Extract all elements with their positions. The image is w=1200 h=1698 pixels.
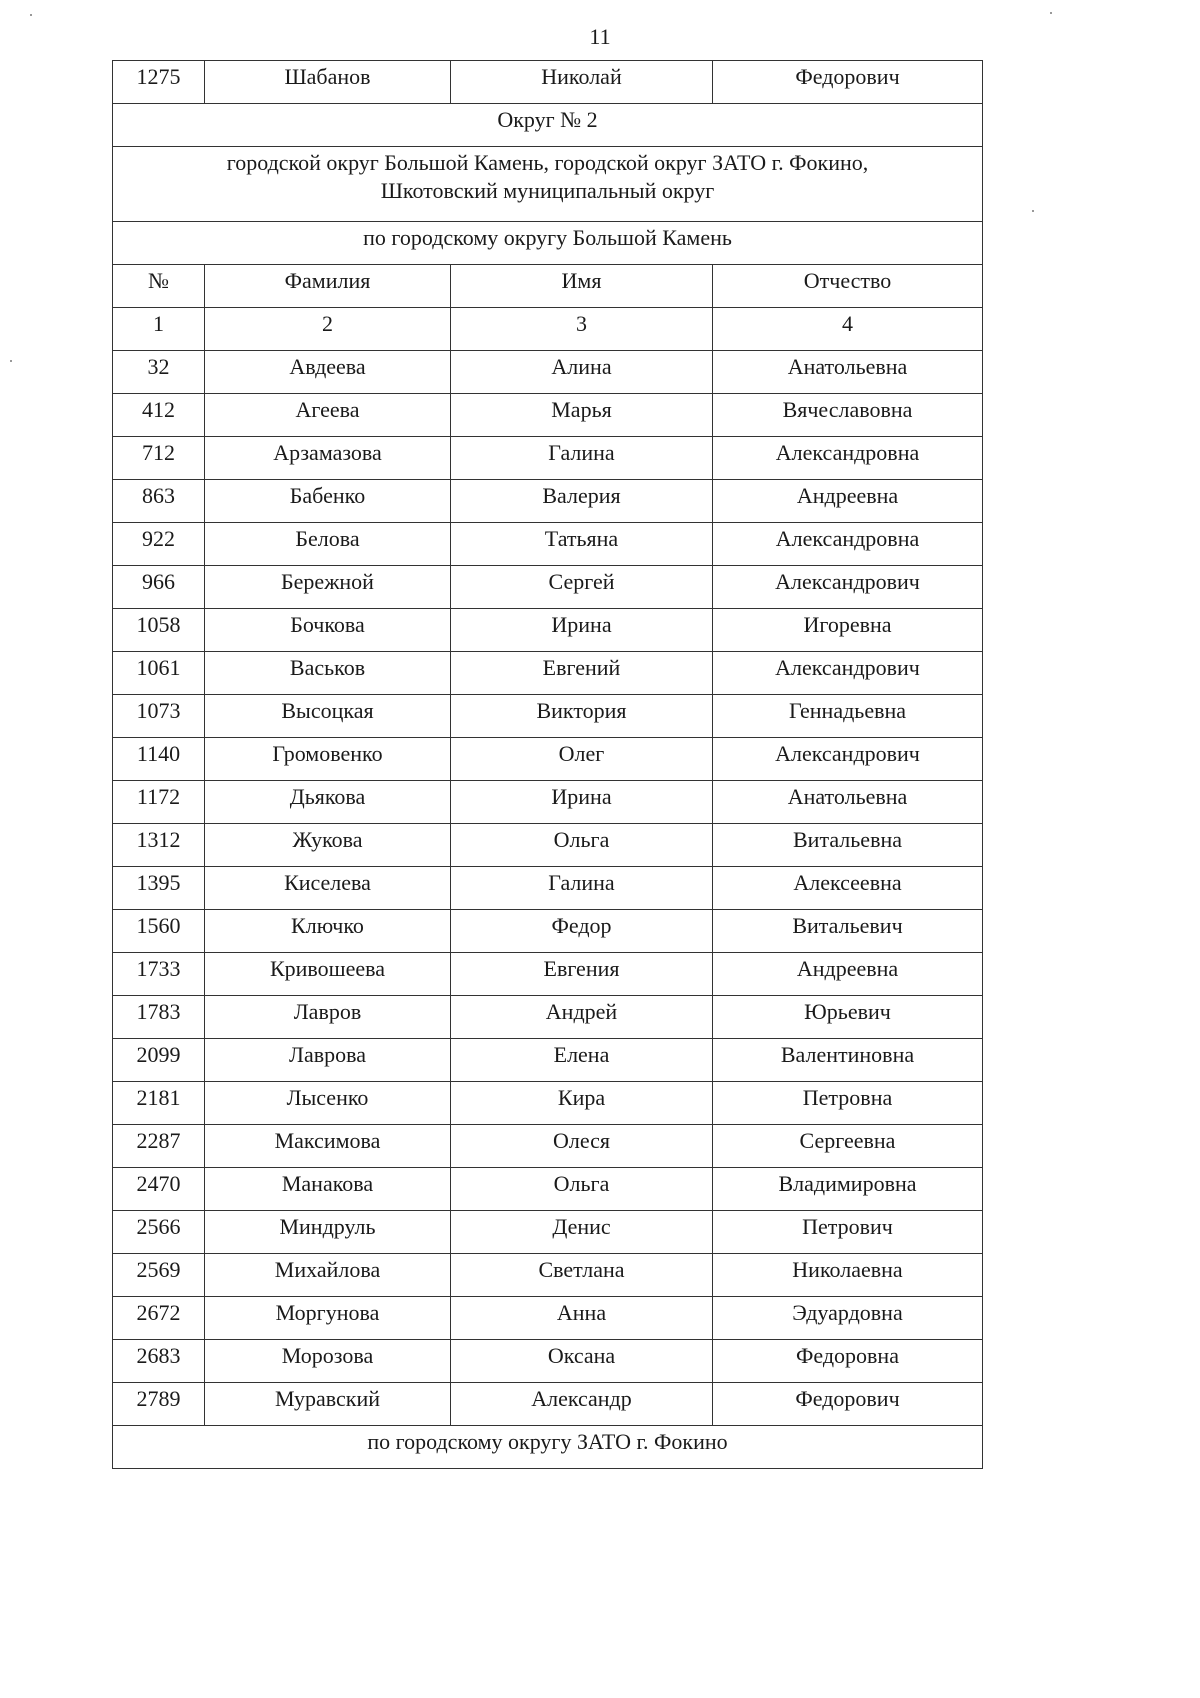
cell-name: Федор	[451, 910, 713, 953]
cell-name: Анна	[451, 1297, 713, 1340]
table-row	[113, 1297, 983, 1340]
cell-num: 863	[113, 480, 205, 523]
district-description-line1: городской округ Большой Камень, городской округ ЗАТО г. Фокино,	[226, 150, 869, 175]
table-row	[113, 480, 983, 523]
table-row	[113, 437, 983, 480]
cell-patronymic: Николаевна	[713, 1254, 983, 1297]
header-number-4: 4	[713, 308, 983, 351]
cell-num: 1073	[113, 695, 205, 738]
cell-surname: Бочкова	[205, 609, 451, 652]
header-number-2: 2	[205, 308, 451, 351]
cell-num: 1058	[113, 609, 205, 652]
cell-surname: Авдеева	[205, 351, 451, 394]
district-title: Округ № 2	[113, 104, 983, 147]
header-number-1: 1	[113, 308, 205, 351]
cell-num: 1275	[113, 61, 205, 104]
cell-name: Николай	[451, 61, 713, 104]
cell-num: 412	[113, 394, 205, 437]
cell-surname: Максимова	[205, 1125, 451, 1168]
cell-surname: Васьков	[205, 652, 451, 695]
cell-patronymic: Петрович	[713, 1211, 983, 1254]
subsection-row	[113, 1426, 983, 1469]
cell-num: 1312	[113, 824, 205, 867]
cell-name: Кира	[451, 1082, 713, 1125]
cell-num: 1172	[113, 781, 205, 824]
cell-num: 2181	[113, 1082, 205, 1125]
cell-surname: Киселева	[205, 867, 451, 910]
header-patronymic: Отчество	[713, 265, 983, 308]
cell-patronymic: Валентиновна	[713, 1039, 983, 1082]
table-row	[113, 910, 983, 953]
table-row	[113, 1082, 983, 1125]
cell-patronymic: Игоревна	[713, 609, 983, 652]
cell-patronymic: Федоровна	[713, 1340, 983, 1383]
cell-surname: Морозова	[205, 1340, 451, 1383]
header-row	[113, 265, 983, 308]
cell-name: Евгений	[451, 652, 713, 695]
scan-speck	[10, 360, 12, 362]
cell-name: Оксана	[451, 1340, 713, 1383]
cell-patronymic: Эдуардовна	[713, 1297, 983, 1340]
cell-surname: Жукова	[205, 824, 451, 867]
cell-num: 2789	[113, 1383, 205, 1426]
subsection-heading: по городскому округу ЗАТО г. Фокино	[113, 1426, 983, 1469]
cell-num: 2683	[113, 1340, 205, 1383]
cell-name: Олег	[451, 738, 713, 781]
cell-name: Ирина	[451, 781, 713, 824]
table-row	[113, 394, 983, 437]
table-row	[113, 523, 983, 566]
cell-patronymic: Александрович	[713, 738, 983, 781]
cell-patronymic: Сергеевна	[713, 1125, 983, 1168]
header-number-row	[113, 308, 983, 351]
cell-patronymic: Юрьевич	[713, 996, 983, 1039]
cell-patronymic: Андреевна	[713, 953, 983, 996]
cell-name: Татьяна	[451, 523, 713, 566]
cell-num: 2672	[113, 1297, 205, 1340]
cell-name: Олеся	[451, 1125, 713, 1168]
scan-speck	[1050, 12, 1052, 14]
cell-name: Александр	[451, 1383, 713, 1426]
cell-num: 2569	[113, 1254, 205, 1297]
table-row	[113, 738, 983, 781]
cell-patronymic: Витальевич	[713, 910, 983, 953]
cell-surname: Громовенко	[205, 738, 451, 781]
cell-surname: Дьякова	[205, 781, 451, 824]
cell-patronymic: Анатольевна	[713, 781, 983, 824]
cell-surname: Белова	[205, 523, 451, 566]
table-row	[113, 1039, 983, 1082]
cell-surname: Лавров	[205, 996, 451, 1039]
cell-name: Галина	[451, 867, 713, 910]
table-row	[113, 609, 983, 652]
table-row	[113, 1340, 983, 1383]
cell-surname: Агеева	[205, 394, 451, 437]
table-row	[113, 652, 983, 695]
table-row	[113, 1211, 983, 1254]
cell-name: Евгения	[451, 953, 713, 996]
cell-name: Ольга	[451, 824, 713, 867]
candidate-table	[112, 60, 983, 1469]
cell-name: Денис	[451, 1211, 713, 1254]
cell-surname: Миндруль	[205, 1211, 451, 1254]
cell-patronymic: Алексеевна	[713, 867, 983, 910]
cell-name: Сергей	[451, 566, 713, 609]
district-description-line2: Шкотовский муниципальный округ	[380, 178, 715, 203]
table-row	[113, 566, 983, 609]
cell-surname: Лысенко	[205, 1082, 451, 1125]
table-row	[113, 1254, 983, 1297]
table-row	[113, 781, 983, 824]
cell-num: 2287	[113, 1125, 205, 1168]
cell-num: 1733	[113, 953, 205, 996]
cell-surname: Лаврова	[205, 1039, 451, 1082]
cell-name: Ирина	[451, 609, 713, 652]
subsection-row	[113, 222, 983, 265]
cell-patronymic: Владимировна	[713, 1168, 983, 1211]
cell-patronymic: Петровна	[713, 1082, 983, 1125]
cell-surname: Бабенко	[205, 480, 451, 523]
cell-surname: Манакова	[205, 1168, 451, 1211]
cell-num: 1140	[113, 738, 205, 781]
cell-patronymic: Александрович	[713, 566, 983, 609]
cell-patronymic: Александровна	[713, 523, 983, 566]
table-row	[113, 695, 983, 738]
cell-name: Галина	[451, 437, 713, 480]
table-row	[113, 824, 983, 867]
table-row	[113, 1168, 983, 1211]
cell-num: 1061	[113, 652, 205, 695]
cell-patronymic: Андреевна	[713, 480, 983, 523]
table-row	[113, 351, 983, 394]
cell-name: Марья	[451, 394, 713, 437]
cell-patronymic: Вячеславовна	[713, 394, 983, 437]
cell-patronymic: Федорович	[713, 1383, 983, 1426]
page-number: 11	[589, 24, 611, 49]
cell-surname: Муравский	[205, 1383, 451, 1426]
cell-name: Ольга	[451, 1168, 713, 1211]
table-body	[113, 61, 983, 1469]
cell-patronymic: Федорович	[713, 61, 983, 104]
header-number-3: 3	[451, 308, 713, 351]
scan-speck	[1032, 210, 1034, 212]
cell-patronymic: Геннадьевна	[713, 695, 983, 738]
cell-patronymic: Витальевна	[713, 824, 983, 867]
cell-name: Елена	[451, 1039, 713, 1082]
cell-name: Светлана	[451, 1254, 713, 1297]
cell-num: 1783	[113, 996, 205, 1039]
table-row	[113, 1125, 983, 1168]
district-title-row	[113, 104, 983, 147]
district-description	[113, 147, 983, 222]
cell-num: 2470	[113, 1168, 205, 1211]
cell-num: 32	[113, 351, 205, 394]
cell-num: 2566	[113, 1211, 205, 1254]
cell-num: 712	[113, 437, 205, 480]
subsection-heading: по городскому округу Большой Камень	[113, 222, 983, 265]
cell-num: 2099	[113, 1039, 205, 1082]
table-row	[113, 867, 983, 910]
cell-num: 1395	[113, 867, 205, 910]
cell-name: Валерия	[451, 480, 713, 523]
cell-num: 1560	[113, 910, 205, 953]
cell-name: Андрей	[451, 996, 713, 1039]
cell-surname: Арзамазова	[205, 437, 451, 480]
district-description-row	[113, 147, 983, 222]
cell-num: 922	[113, 523, 205, 566]
cell-surname: Моргунова	[205, 1297, 451, 1340]
scan-speck	[30, 14, 32, 16]
cell-surname: Кривошеева	[205, 953, 451, 996]
table-row	[113, 996, 983, 1039]
cell-surname: Высоцкая	[205, 695, 451, 738]
cell-surname: Бережной	[205, 566, 451, 609]
cell-patronymic: Анатольевна	[713, 351, 983, 394]
cell-surname: Ключко	[205, 910, 451, 953]
cell-surname: Шабанов	[205, 61, 451, 104]
header-num: №	[113, 265, 205, 308]
cell-patronymic: Александрович	[713, 652, 983, 695]
table-row	[113, 1383, 983, 1426]
cell-patronymic: Александровна	[713, 437, 983, 480]
table-row	[113, 61, 983, 104]
cell-name: Алина	[451, 351, 713, 394]
header-surname: Фамилия	[205, 265, 451, 308]
table-row	[113, 953, 983, 996]
cell-num: 966	[113, 566, 205, 609]
cell-surname: Михайлова	[205, 1254, 451, 1297]
header-name: Имя	[451, 265, 713, 308]
cell-name: Виктория	[451, 695, 713, 738]
